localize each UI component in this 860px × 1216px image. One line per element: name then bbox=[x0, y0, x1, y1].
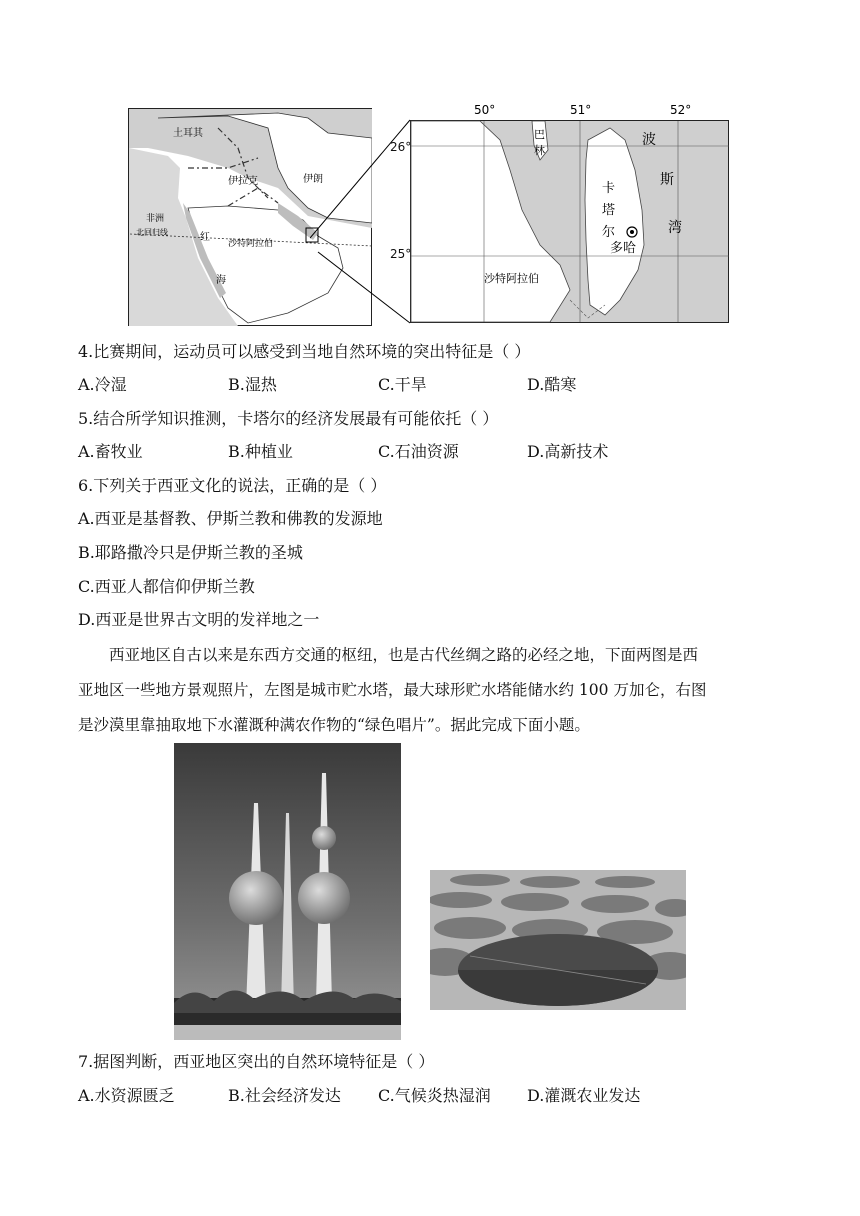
question-5-option-b[interactable]: B.种植业 bbox=[228, 442, 293, 461]
label-gulf-2: 斯 bbox=[660, 172, 674, 188]
green-records-photo bbox=[430, 870, 686, 1010]
lon-52: 52° bbox=[670, 103, 692, 117]
label-red: 红 bbox=[200, 232, 210, 243]
label-qatar-2: 塔 bbox=[602, 203, 616, 218]
label-gulf-1: 波 bbox=[642, 132, 656, 148]
question-7-option-d[interactable]: D.灌溉农业发达 bbox=[527, 1086, 641, 1105]
label-saudi: 沙特阿拉伯 bbox=[228, 239, 274, 249]
passage-line-2: 亚地区一些地方景观照片，左图是城市贮水塔，最大球形贮水塔能储水约 100 万加仑，右图 bbox=[78, 681, 707, 699]
label-africa: 非洲 bbox=[146, 214, 165, 224]
question-5-stem: 5.结合所学知识推测，卡塔尔的经济发展最有可能依托（ ） bbox=[78, 409, 499, 428]
question-7-stem: 7.据图判断，西亚地区突出的自然环境特征是（ ） bbox=[78, 1052, 435, 1071]
question-7-option-a[interactable]: A.水资源匮乏 bbox=[78, 1086, 175, 1105]
passage-line-1: 西亚地区自古以来是东西方交通的枢纽，也是古代丝绸之路的必经之地，下面两图是西 bbox=[109, 646, 699, 664]
label-gulf-3: 湾 bbox=[668, 220, 682, 236]
passage bbox=[78, 638, 784, 743]
lon-50: 50° bbox=[474, 103, 496, 117]
label-tropic: 北回归线 bbox=[136, 228, 168, 237]
question-4-option-a[interactable]: A.冷湿 bbox=[78, 375, 127, 394]
question-4-option-c[interactable]: C.干旱 bbox=[378, 375, 427, 394]
question-5-option-d[interactable]: D.高新技术 bbox=[527, 442, 609, 461]
question-4-option-b[interactable]: B.湿热 bbox=[228, 375, 277, 394]
lon-51: 51° bbox=[570, 103, 592, 117]
label-sea: 海 bbox=[216, 275, 226, 286]
label-qatar-1: 卡 bbox=[602, 181, 616, 196]
lat-label-25: 25° bbox=[390, 247, 412, 261]
question-7-option-c[interactable]: C.气候炎热湿润 bbox=[378, 1086, 491, 1105]
label-turkey: 土耳其 bbox=[173, 128, 203, 139]
question-6-option-c[interactable]: C.西亚人都信仰伊斯兰教 bbox=[78, 577, 255, 596]
question-7-option-b[interactable]: B.社会经济发达 bbox=[228, 1086, 341, 1105]
question-6-option-d[interactable]: D.西亚是世界古文明的发祥地之一 bbox=[78, 610, 320, 629]
label-qatar-3: 尔 bbox=[602, 225, 616, 240]
label-saudi-right: 沙特阿拉伯 bbox=[484, 272, 539, 285]
water-towers-photo bbox=[174, 743, 401, 1040]
question-5-option-c[interactable]: C.石油资源 bbox=[378, 442, 459, 461]
question-4-stem: 4.比赛期间，运动员可以感受到当地自然环境的突出特征是（ ） bbox=[78, 342, 531, 361]
qatar-map bbox=[410, 100, 732, 326]
question-6-option-a[interactable]: A.西亚是基督教、伊斯兰教和佛教的发源地 bbox=[78, 509, 383, 528]
label-bahrain-2: 林 bbox=[534, 144, 545, 157]
label-bahrain-1: 巴 bbox=[534, 128, 545, 141]
question-5-option-a[interactable]: A.畜牧业 bbox=[78, 442, 143, 461]
question-6-option-b[interactable]: B.耶路撒冷只是伊斯兰教的圣城 bbox=[78, 543, 303, 562]
label-iraq: 伊拉克 bbox=[228, 176, 258, 187]
label-iran: 伊朗 bbox=[303, 174, 323, 185]
passage-line-3: 是沙漠里靠抽取地下水灌溉种满农作物的“绿色唱片”。据此完成下面小题。 bbox=[78, 716, 590, 734]
label-doha: 多哈 bbox=[610, 241, 637, 256]
question-4-option-d[interactable]: D.酷寒 bbox=[527, 375, 577, 394]
lat-label-26: 26° bbox=[390, 140, 412, 154]
question-6-stem: 6.下列关于西亚文化的说法，正确的是（ ） bbox=[78, 476, 387, 495]
